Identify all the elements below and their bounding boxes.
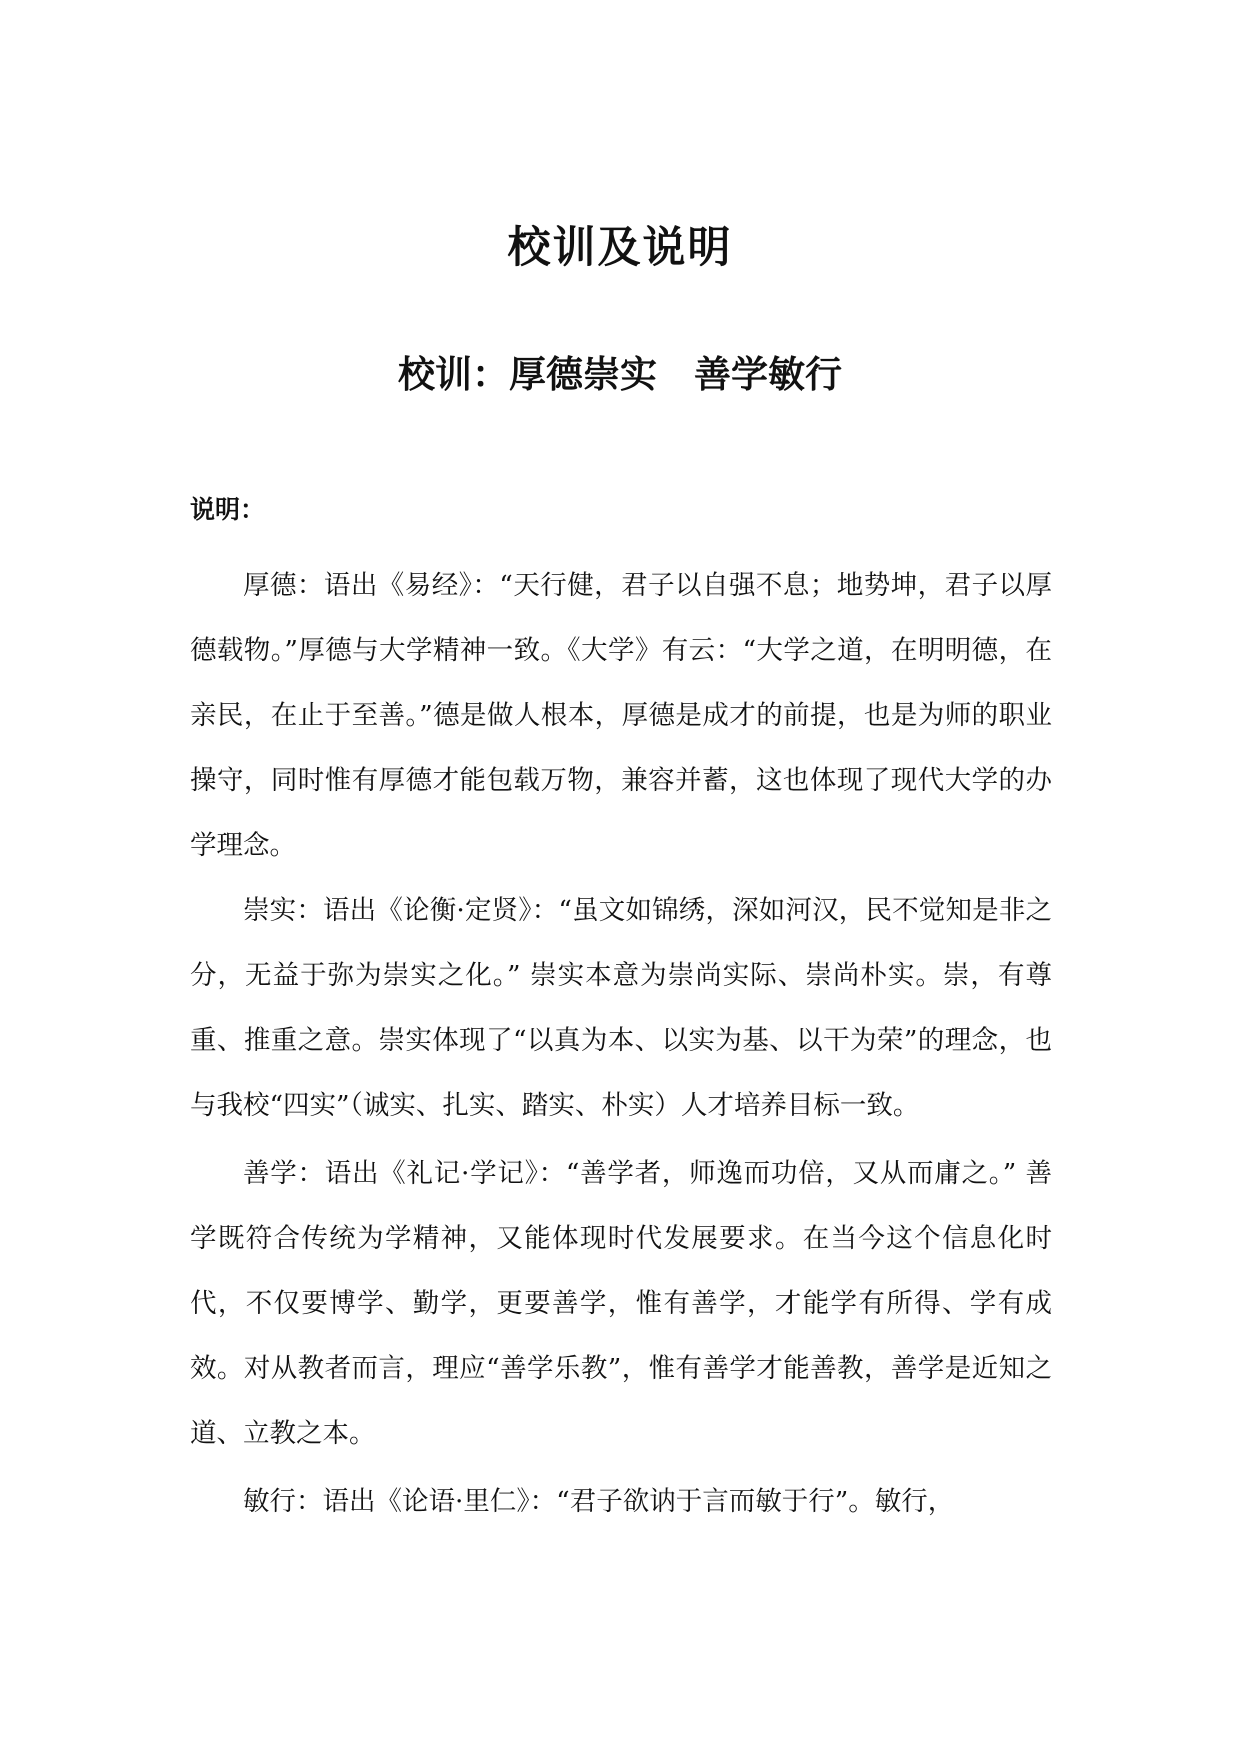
- paragraph-houde: 厚德：语出《易经》：“天行健，君子以自强不息；地势坤，君子以厚德载物。”厚德与大学精神一致。《大学》有云：“大学之道，在明明德，在亲民，在止于至善。”德是做人根本，厚德是成才的前提，也是为师的职业操守，同时惟有厚德才能包载万物，兼容并蓄，这也体现了现代大学的办学理念。: [190, 570, 1052, 861]
- paragraph-shanxue: 善学：语出《礼记·学记》：“善学者，师逸而功倍，又从而庸之。” 善学既符合传统为学精神，又能体现时代发展要求。在当今这个信息化时代，不仅要博学、勤学，更要善学，惟有善学，才能学有所得、学有成效。对从教者而言，理应“善学乐教”，惟有善学才能善教，善学是近知之道、立教之本。: [190, 1158, 1052, 1449]
- paragraph-chongshi: 崇实：语出《论衡·定贤》：“虽文如锦绣，深如河汉，民不觉知是非之分，无益于弥为崇实之化。” 崇实本意为崇尚实际、崇尚朴实。崇，有尊重、推重之意。崇实体现了“以真为本、以实为基、以干为荣”的理念，也与我校“四实”（诚实、扎实、踏实、朴实）人才培养目标一致。: [190, 895, 1052, 1121]
- document-title: 校训及说明: [507, 223, 733, 273]
- explanation-label: 说明：: [190, 495, 266, 524]
- school-motto: 校训：厚德崇实 善学敏行: [398, 353, 842, 396]
- document-body: [190, 553, 1052, 1534]
- paragraph-minxing: 敏行：语出《论语·里仁》：“君子欲讷于言而敏于行”。敏行，: [243, 1486, 955, 1517]
